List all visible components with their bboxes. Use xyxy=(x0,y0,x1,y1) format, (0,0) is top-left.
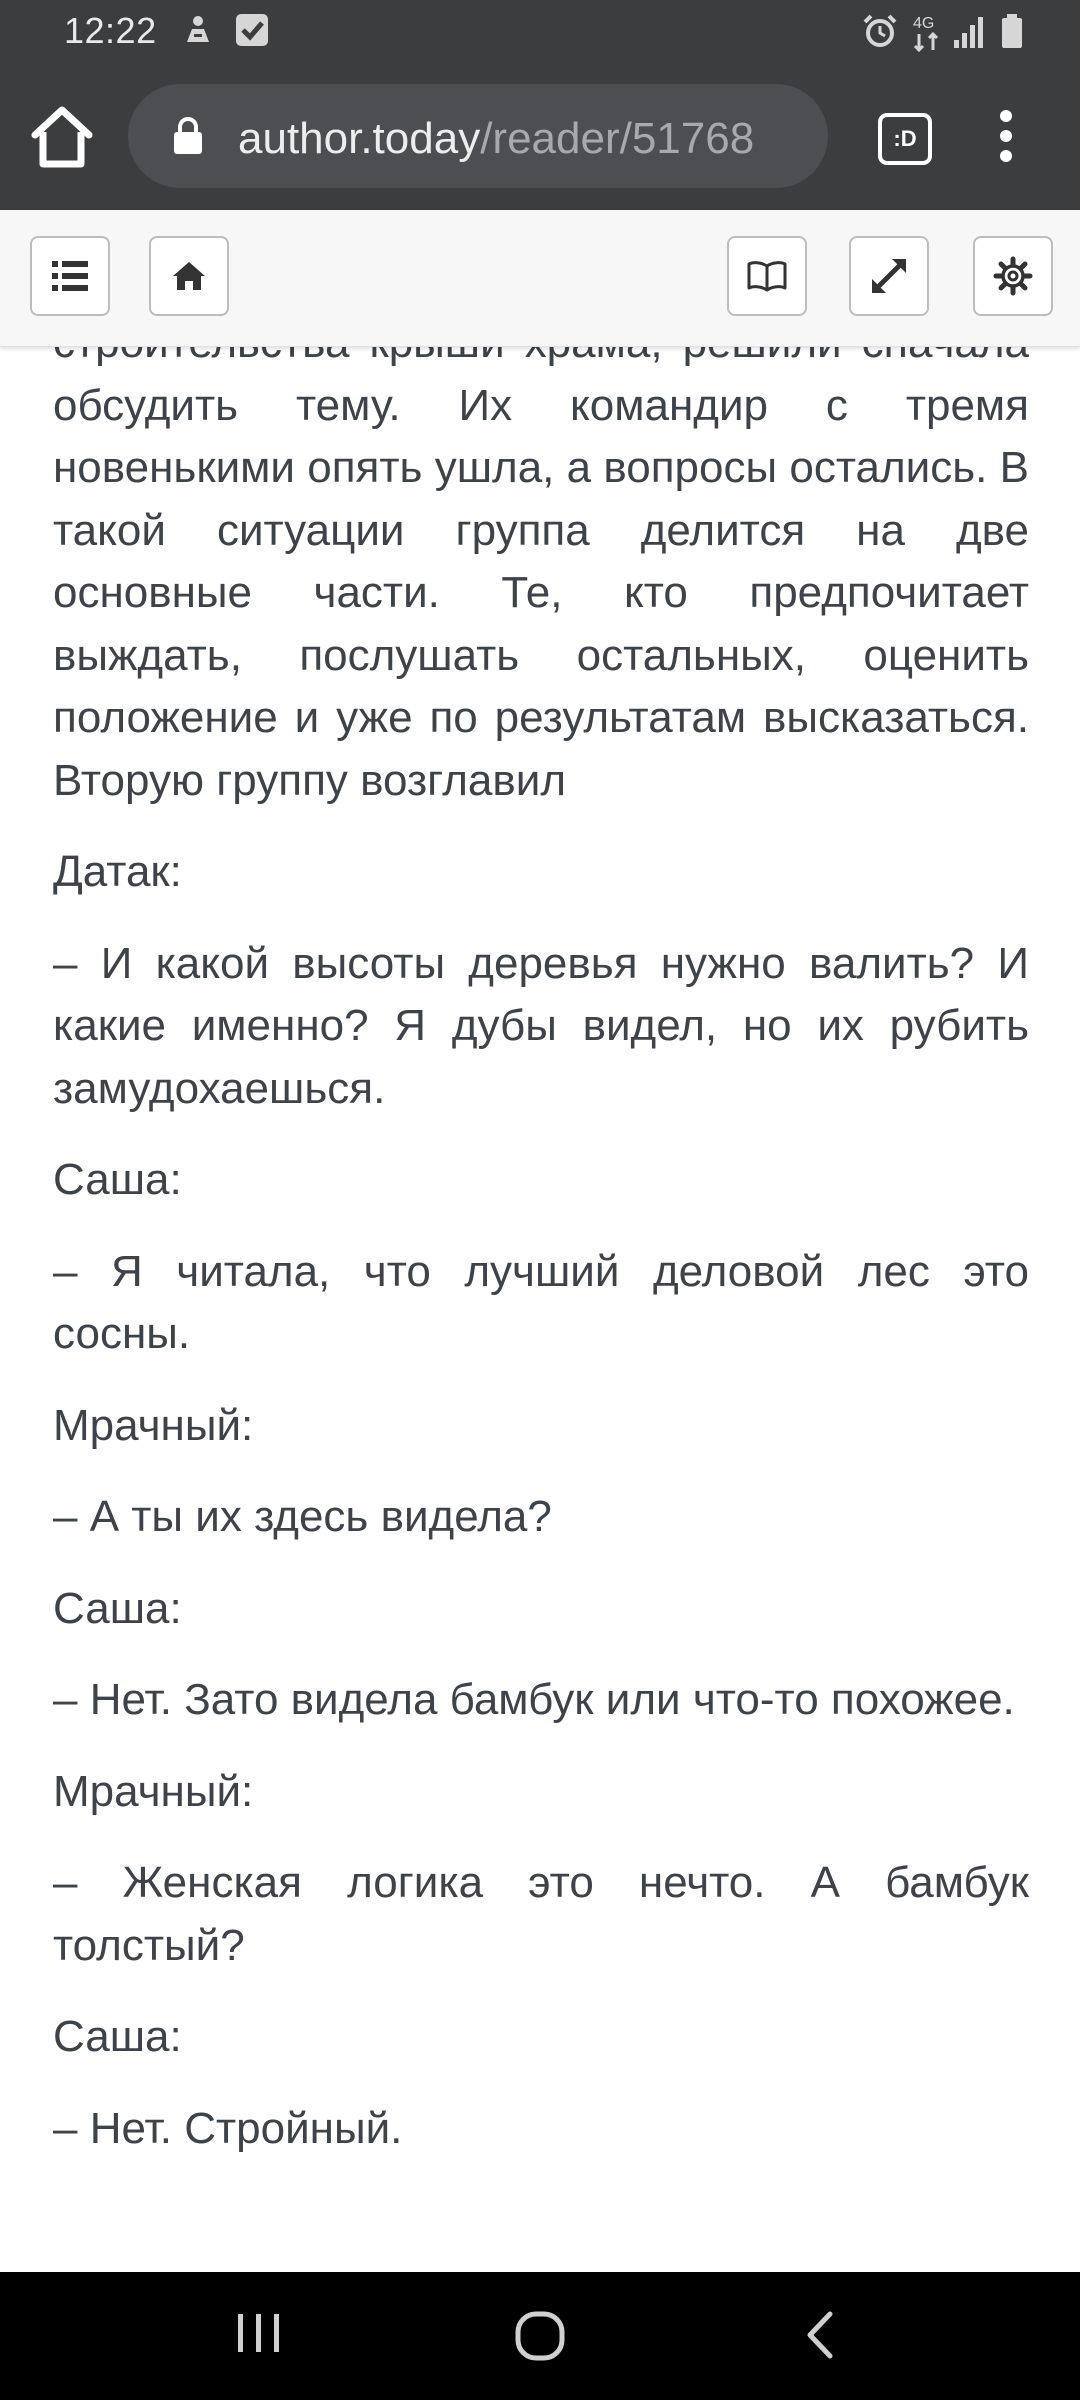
speaker-label: Датак: xyxy=(53,847,182,896)
reader-toolbar xyxy=(0,210,1080,347)
speaker-label: Саша: xyxy=(53,2012,182,2061)
status-bar xyxy=(0,0,1080,64)
status-left-icons xyxy=(180,12,272,50)
browser-bar xyxy=(0,64,1080,210)
speaker-label: Саша: xyxy=(53,1583,182,1633)
reader-home-button[interactable] xyxy=(149,236,229,316)
book-mode-button[interactable] xyxy=(727,236,807,316)
address-bar[interactable] xyxy=(128,84,828,188)
speaker-label: Саша: xyxy=(53,1155,182,1204)
url-domain: author.today xyxy=(238,114,481,163)
status-time: 12:22 xyxy=(64,10,157,51)
home-icon xyxy=(171,260,207,292)
home-icon xyxy=(28,102,96,172)
speaker-label: Мрачный: xyxy=(53,1766,254,1816)
chapter-text xyxy=(53,312,1029,2189)
signal-icon xyxy=(952,12,986,50)
notification-icon xyxy=(180,12,216,48)
status-right-icons xyxy=(861,12,1026,52)
reader-content[interactable] xyxy=(0,346,1080,2272)
gear-icon xyxy=(994,257,1032,295)
dialogue-line: – Женская логика это нечто. А бамбук толстый? xyxy=(53,1858,1029,1970)
navigation-bar xyxy=(0,2272,1080,2400)
back-icon xyxy=(800,2310,840,2360)
tabs-switcher-button[interactable]: :D xyxy=(878,113,932,165)
dialogue-line: – Я читала, что лучший деловой лес это сосны. xyxy=(53,1246,1029,1358)
alarm-icon xyxy=(861,12,899,50)
fullscreen-button[interactable] xyxy=(849,236,929,316)
network-label: 4G xyxy=(913,15,935,32)
checkbox-icon xyxy=(234,12,272,50)
open-book-icon xyxy=(747,260,787,292)
list-icon xyxy=(51,259,89,293)
network-4g-icon xyxy=(911,12,945,52)
dialogue-line: – И какой высоты деревья нужно валить? И какие именно? Я дубы видел, но их рубить замудохаешься. xyxy=(53,938,1029,1113)
expand-icon xyxy=(870,257,908,295)
home-circle-icon xyxy=(514,2310,566,2362)
dialogue-line: – А ты их здесь видела? xyxy=(53,1492,552,1541)
dialogue-line: – Нет. Зато видела бамбук или что-то похожее. xyxy=(53,1675,1015,1724)
speaker-label: Мрачный: xyxy=(53,1400,254,1450)
back-button[interactable] xyxy=(800,2310,840,2365)
table-of-contents-button[interactable] xyxy=(30,236,110,316)
more-vert-icon xyxy=(996,106,1016,166)
browser-home-button[interactable] xyxy=(28,102,96,172)
dialogue-line: – Нет. Стройный. xyxy=(53,2103,403,2153)
battery-icon xyxy=(998,12,1026,50)
browser-menu-button[interactable] xyxy=(996,106,1016,166)
recent-apps-icon xyxy=(234,2310,284,2356)
url-path: /reader/51768 xyxy=(480,114,755,163)
url-text xyxy=(238,114,818,164)
settings-button[interactable] xyxy=(973,236,1053,316)
recent-apps-button[interactable] xyxy=(234,2310,284,2361)
home-nav-button[interactable] xyxy=(514,2310,566,2367)
lock-icon xyxy=(172,116,204,156)
text-paragraph: обсудить тему. Их командир с тремя новенькими опять ушла, а вопросы остались. В такой ситуации группа делится на две основные части. Те, кто предпочитает выждать, послушать остальных, оценить положение и уже по результатам высказаться. Вторую группу возглавил xyxy=(53,380,1029,805)
